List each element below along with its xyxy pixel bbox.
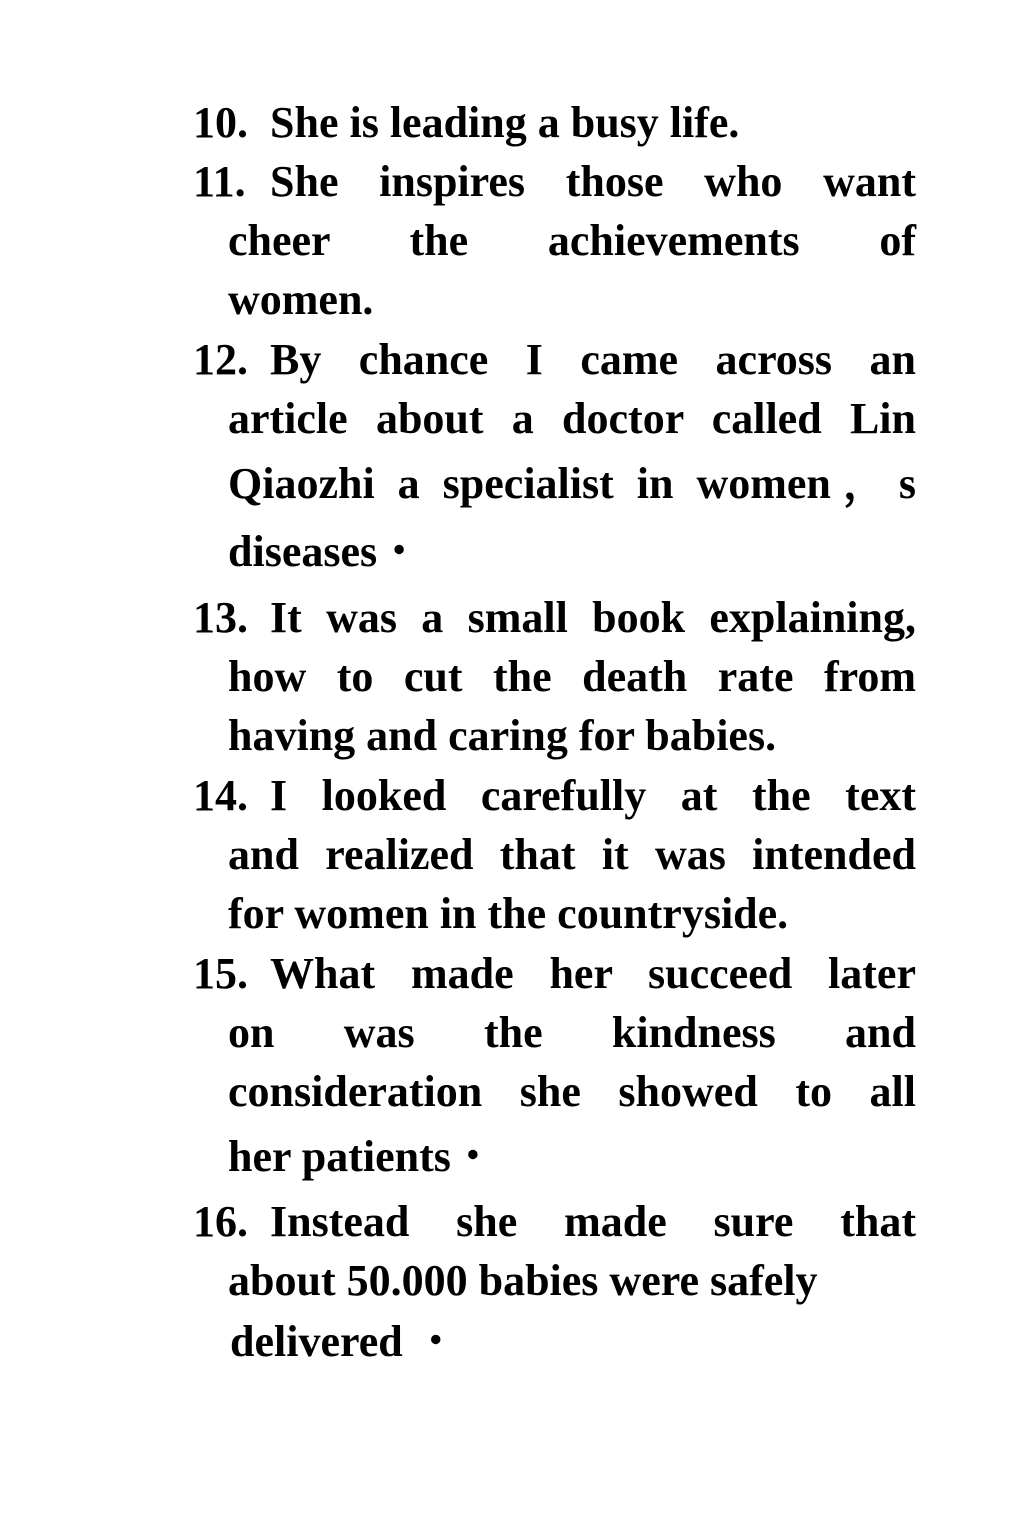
item-line: her patients・: [228, 1132, 495, 1181]
item-line: Qiaozhi a specialist in women，s: [228, 459, 916, 508]
item-number: 16.: [193, 1197, 248, 1246]
item-number: 14.: [193, 771, 248, 820]
item-line: having and caring for babies.: [228, 711, 777, 760]
item-line: Instead she made sure that: [270, 1197, 916, 1246]
item-number: 11.: [193, 157, 246, 206]
item-line: delivered ・: [230, 1317, 458, 1366]
item-line: about 50.000 babies were safely: [228, 1256, 818, 1305]
item-line: consideration she showed to all: [228, 1067, 916, 1116]
item-line: article about a doctor called Lin: [228, 394, 916, 443]
item-number: 12.: [193, 335, 248, 384]
item-line: women.: [228, 275, 374, 324]
item-line: on was the kindness and: [228, 1008, 916, 1057]
item-line: She inspires those who want: [270, 157, 916, 206]
item-line: how to cut the death rate from: [228, 652, 916, 701]
item-line: cheer the achievements of: [228, 216, 916, 265]
item-line: What made her succeed later: [270, 949, 916, 998]
item-number: 10.: [193, 98, 248, 147]
item-line: diseases・: [228, 527, 422, 576]
item-line: I looked carefully at the text: [270, 771, 916, 820]
item-line: It was a small book explaining,: [270, 593, 916, 642]
item-number: 15.: [193, 949, 248, 998]
item-line: By chance I came across an: [270, 335, 916, 384]
item-number: 13.: [193, 593, 248, 642]
item-line: She is leading a busy life.: [270, 98, 740, 147]
item-line: for women in the countryside.: [228, 889, 789, 938]
item-line: and realized that it was intended: [228, 830, 916, 879]
